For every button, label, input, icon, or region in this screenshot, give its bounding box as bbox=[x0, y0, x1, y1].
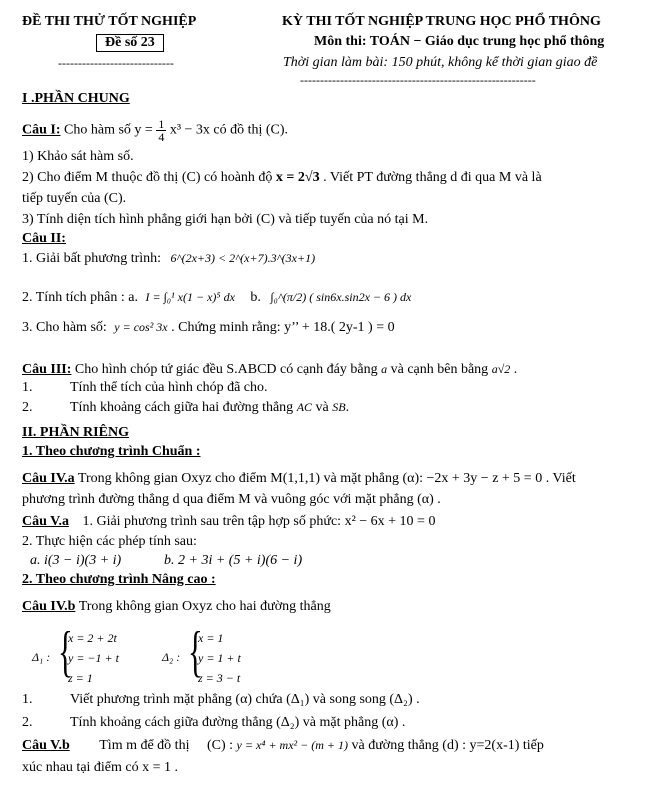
question-3-side: a√2 bbox=[491, 362, 511, 376]
question-3: Câu III: Cho hình chóp tứ giác đều S.ABCD có cạnh đáy bằng a và cạnh bên bằng a√2 . bbox=[22, 362, 518, 377]
question-4a-text-2: phương trình đường thẳng d qua điểm M và vuông góc với mặt phẳng (α) . bbox=[22, 492, 441, 507]
question-3-text: Cho hình chóp tứ giác đều S.ABCD có cạnh đáy bằng bbox=[74, 362, 378, 377]
left-header-rule: ----------------------------- bbox=[58, 56, 174, 70]
question-2-item-2-b-label: b. bbox=[250, 290, 261, 305]
question-1-item-2 bbox=[22, 170, 542, 186]
question-4a-text: Trong không gian Oxyz cho điểm M(1,1,1) và mặt phẳng (α): −2x + 3y − z + 5 = 0 . Viết bbox=[77, 471, 576, 486]
delta-1-system bbox=[68, 628, 119, 688]
question-1-item-2-text-a: 2) Cho điểm M thuộc đồ thị (C) có hoành độ bbox=[22, 170, 273, 185]
question-4b-item-1: Viết phương trình mặt phẳng (α) chứa (Δ₁) và song song (Δ₂) . bbox=[70, 692, 420, 707]
line-ac: AC bbox=[296, 400, 313, 414]
question-4b-label: Câu IV.b bbox=[22, 599, 76, 614]
fraction-numerator: 1 bbox=[158, 117, 165, 131]
and-word: và bbox=[315, 400, 329, 415]
delta-2-eq-x: x = 1 bbox=[198, 631, 224, 645]
question-2-label: Câu II: bbox=[22, 231, 66, 246]
question-5a-item-2a: a. i(3 − i)(3 + i) bbox=[30, 553, 122, 568]
question-4b-item-2: Tính khoảng cách giữa đường thẳng (Δ₂) và mặt phẳng (α) . bbox=[70, 715, 406, 730]
question-1-item-2-cont: tiếp tuyến của (C). bbox=[22, 191, 127, 206]
delta-1-eq-y: y = −1 + t bbox=[68, 651, 119, 665]
question-4b-item-1-num: 1. bbox=[22, 692, 33, 707]
question-2-item-2-text: 2. Tính tích phân : a. bbox=[22, 290, 138, 305]
question-2-item-3-tail: . Chứng minh rằng: y’’ + 18.( 2y-1 ) = 0 bbox=[171, 320, 395, 335]
delta-2-brace: { bbox=[188, 621, 203, 683]
question-5b-curve: (C) : bbox=[206, 738, 234, 753]
question-1-text-a: Cho hàm số y = bbox=[64, 122, 153, 138]
question-2-item-3-math: y = cos² 3x bbox=[114, 320, 168, 334]
question-1-item-2-math: x = 2√3 bbox=[275, 170, 320, 185]
question-4a bbox=[22, 471, 576, 487]
delta-1-eq-x: x = 2 + 2t bbox=[68, 631, 117, 645]
question-1-item-3: 3) Tính diện tích hình phẳng giới hạn bởi (C) và tiếp tuyến của nó tại M. bbox=[22, 212, 429, 227]
question-5b-line-2: xúc nhau tại điểm có x = 1 . bbox=[22, 760, 179, 775]
question-1-text-b: x³ − 3x có đồ thị (C). bbox=[169, 122, 289, 138]
delta-2-label: Δ₂ : bbox=[162, 650, 181, 664]
left-header-title: ĐỀ THI THỬ TỐT NGHIỆP bbox=[22, 14, 197, 29]
question-3-text2: và cạnh bên bằng bbox=[390, 362, 489, 377]
question-5b-text: Tìm m để đồ thị bbox=[99, 738, 190, 753]
fraction-denominator: 4 bbox=[158, 130, 165, 144]
question-5a-label: Câu V.a bbox=[22, 514, 69, 529]
question-5b bbox=[22, 738, 544, 754]
question-2-item-1 bbox=[22, 251, 315, 267]
question-3-a: a bbox=[381, 362, 388, 376]
right-header-title: KỲ THI TỐT NGHIỆP TRUNG HỌC PHỔ THÔNG bbox=[282, 14, 601, 29]
question-4b-text: Trong không gian Oxyz cho hai đường thẳng bbox=[78, 599, 331, 614]
advanced-program-heading: 2. Theo chương trình Nâng cao : bbox=[22, 572, 216, 587]
question-5a-item-1: Giải phương trình sau trên tập hợp số phức: x² − 6x + 10 = 0 bbox=[96, 514, 436, 529]
question-2-item-3-text: 3. Cho hàm số: bbox=[22, 320, 107, 335]
part2-heading: II. PHẦN RIÊNG bbox=[22, 425, 129, 440]
exam-time: Thời gian làm bài: 150 phút, không kể thời gian giao đề bbox=[283, 55, 598, 70]
question-3-item-1: Tính thể tích của hình chóp đã cho. bbox=[70, 380, 268, 395]
question-4b bbox=[22, 599, 331, 615]
question-3-item-1-num: 1. bbox=[22, 380, 33, 395]
question-5a-item-2b: b. 2 + 3i + (5 + i)(6 − i) bbox=[164, 553, 303, 568]
standard-program-heading: 1. Theo chương trình Chuẩn : bbox=[22, 444, 201, 459]
exam-number-box: Đề số 23 bbox=[96, 34, 164, 52]
right-header-rule: ----------------------------------------------------------- bbox=[300, 73, 536, 87]
question-3-item-2-num: 2. bbox=[22, 400, 33, 415]
question-4a-label: Câu IV.a bbox=[22, 471, 75, 486]
question-5b-tail: và đường thẳng (d) : y=2(x-1) tiếp bbox=[351, 738, 544, 753]
question-1-fraction bbox=[156, 118, 166, 143]
delta-2-eq-z: z = 3 − t bbox=[198, 671, 241, 685]
question-2-item-2-integral-b: ∫₀^(π/2) ( sin6x.sin2x − 6 ) dx bbox=[270, 290, 412, 304]
question-2-item-2-integral-a: I = ∫₀¹ x(1 − x)⁵ dx bbox=[145, 290, 235, 304]
delta-1-brace: { bbox=[58, 621, 73, 683]
part1-heading: I .PHẦN CHUNG bbox=[22, 91, 130, 106]
question-5b-label: Câu V.b bbox=[22, 738, 70, 753]
question-5b-math: y = x⁴ + mx² − (m + 1) bbox=[236, 738, 348, 752]
delta-2-eq-y: y = 1 + t bbox=[198, 651, 241, 665]
exam-subject: Môn thi: TOÁN − Giáo dục trung học phổ thông bbox=[314, 34, 605, 49]
question-5a-item-2: 2. Thực hiện các phép tính sau: bbox=[22, 534, 197, 549]
question-4b-item-2-num: 2. bbox=[22, 715, 33, 730]
question-1-label: Câu I: bbox=[22, 122, 61, 138]
question-3-label: Câu III: bbox=[22, 362, 72, 377]
delta-1-eq-z: z = 1 bbox=[68, 671, 93, 685]
question-3-item-2: Tính khoảng cách giữa hai đường thẳng AC và SB. bbox=[70, 400, 350, 415]
delta-1-label: Δ₁ : bbox=[32, 650, 51, 664]
question-5a bbox=[22, 514, 435, 530]
line-sb: SB bbox=[332, 400, 346, 414]
delta-2-system bbox=[198, 628, 241, 688]
question-1-item-2-text-b: . Viết PT đường thẳng d đi qua M và là bbox=[323, 170, 542, 185]
question-2-item-1-math: 6^(2x+3) < 2^(x+7).3^(3x+1) bbox=[170, 251, 316, 265]
question-2-item-1-text: 1. Giải bất phương trình: bbox=[22, 251, 162, 266]
question-1-item-1: 1) Khảo sát hàm số. bbox=[22, 149, 134, 164]
question-2-item-2 bbox=[22, 290, 411, 306]
question-1 bbox=[22, 118, 288, 143]
question-3-item-2-text: Tính khoảng cách giữa hai đường thẳng bbox=[70, 400, 294, 415]
question-2-item-3 bbox=[22, 320, 395, 336]
question-5a-item-1-num: 1. bbox=[82, 514, 93, 529]
